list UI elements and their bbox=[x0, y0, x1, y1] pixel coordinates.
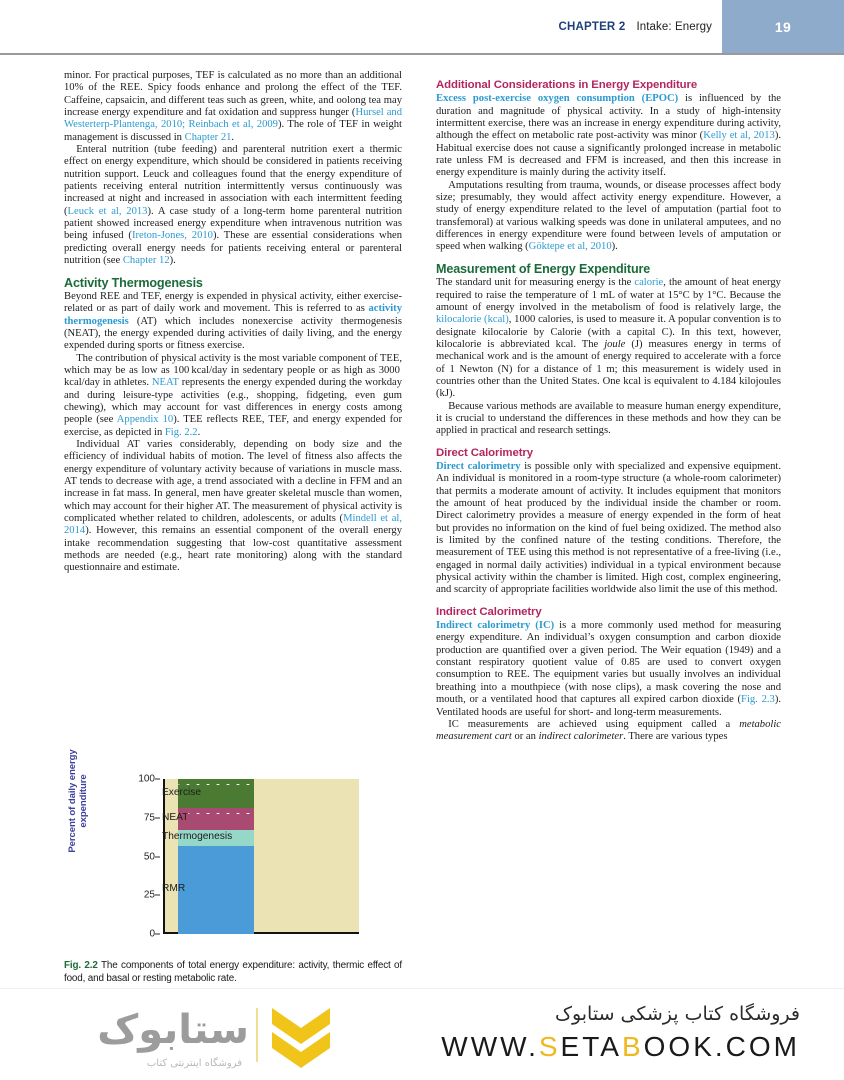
figure-caption bbox=[64, 960, 402, 985]
running-head-chapter: CHAPTER 2 bbox=[558, 21, 626, 33]
page-header bbox=[0, 0, 844, 54]
logo-divider bbox=[256, 1008, 258, 1062]
paragraph: Because various methods are available to measure human energy expenditure, it is crucial to understand the differences in these methods and how they can be applied in practical and research settings. bbox=[436, 400, 781, 437]
chart-legend-label-neat: NEAT bbox=[162, 812, 189, 824]
citation-link[interactable]: Göktepe et al, 2010 bbox=[528, 241, 612, 253]
cross-reference-link[interactable]: Appendix 10 bbox=[116, 414, 174, 426]
citation-link[interactable]: Ireton-Jones, 2010 bbox=[131, 230, 213, 242]
chart-y-tick-mark bbox=[155, 856, 160, 857]
logo-wordmark bbox=[74, 1003, 249, 1069]
logo-subtitle: فروشگاه اینترنتی کتاب bbox=[146, 1058, 243, 1069]
chart-legend-label-exercise: Exercise bbox=[162, 786, 202, 798]
citation-link[interactable]: Mindell et al, 2014 bbox=[64, 513, 402, 537]
paragraph: Individual AT varies considerably, depending on body size and the efficiency of individual habits of motion. The level of fitness also affects the energy expenditure of voluntary activity because of variations in muscle mass. AT tends to decrease with age, a trend associated with a decline in FFM and an increase in fat mass. In general, men have greater skeletal muscle than women, which may account for their higher AT. The measurement of physical activity is complicated whether related to children, adolescents, or adults (Mindell et al, 2014). However, this remains an essential component of the overall energy intake recommendation suggesting that low-cost quantitative assessment methods are needed (e.g., heart rate monitoring) along with the standard questionnaire and estimate. bbox=[64, 438, 402, 574]
figure-reference-link[interactable]: Fig. 2.2 bbox=[164, 426, 198, 438]
glossary-link[interactable]: Indirect calorimetry (IC) bbox=[436, 620, 555, 632]
page-number-box bbox=[722, 0, 844, 54]
page-number: 19 bbox=[774, 19, 792, 35]
glossary-link[interactable]: Excess post-exercise oxygen consumption (EPOC) bbox=[436, 93, 679, 105]
chart-legend-label-rmr: RMR bbox=[162, 882, 186, 894]
emphasis-text: joule bbox=[604, 338, 626, 350]
glossary-link[interactable]: NEAT bbox=[151, 377, 179, 389]
footer-watermark bbox=[0, 988, 844, 1080]
citation-link[interactable]: Hursel and Westerterp-Plantenga, 2010; Reinbach et al, 2009 bbox=[64, 107, 402, 131]
paragraph: The contribution of physical activity is the most variable component of TEE, which may be as low as 100 kcal/day in sedentary people or as high as 3000 kcal/day in athletes. NEAT represents the energy expended during the workday and during leisure-type activities (e.g., shopping, fidgeting, even gum chewing), which may account for vast differences in energy costs among people (see Appendix 10). TEE reflects REE, TEF, and energy expended for exercise, as depicted in Fig. 2.2. bbox=[64, 352, 402, 438]
chart-y-tick-label: 75 bbox=[143, 812, 155, 824]
left-column bbox=[64, 70, 402, 575]
figure-reference-link[interactable]: Fig. 2.3 bbox=[741, 694, 775, 706]
section-heading-indirect-calorimetry: Indirect Calorimetry bbox=[436, 605, 542, 618]
glossary-link[interactable]: kilocalorie (kcal) bbox=[436, 314, 509, 326]
chart-y-tick-label: 100 bbox=[138, 773, 155, 785]
paragraph: Direct calorimetry is possible only with specialized and expensive equipment. An individual is monitored in a room-type structure (a whole-room calorimeter) that permits a moderate amount of activity. It includes equipment that monitors the amount of heat produced by the individual inside the chamber or room. Direct calorimetry provides a measure of energy expended in the form of heat but provides no information on the kind of fuel being oxidized. The method also is limited by the confined nature of the testing conditions. Therefore, the measurement of TEE using this method is not representative of a free-living (i.e., engaged in normal daily activities) individual in a typical environment because physical activity within the chamber is limited. High cost, complex engineering, and scarcity of appropriate facilities worldwide also limit the use of this method. bbox=[436, 460, 781, 596]
chart-y-tick-mark bbox=[155, 895, 160, 896]
emphasis-text: metabolic measurement cart bbox=[436, 718, 781, 743]
stacked-bar bbox=[178, 779, 254, 932]
paragraph: Beyond REE and TEF, energy is expended in physical activity, either exercise-related or as part of daily work and movement. This is referred to as activity thermogenesis (AT) which includes nonexercise activity thermogenesis (NEAT), the energy expended during activities of daily living, and the energy expended during sports or fitness exercise. bbox=[64, 290, 402, 352]
glossary-link[interactable]: Direct calorimetry bbox=[436, 460, 521, 472]
site-tagline: فروشگاه کتاب پزشکی ستابوک bbox=[554, 1003, 800, 1025]
stacked-bar-chart bbox=[64, 749, 402, 954]
chart-y-tick-mark bbox=[155, 934, 160, 935]
emphasis-text: indirect calorimeter bbox=[538, 731, 624, 743]
paragraph: Indirect calorimetry (IC) is a more commonly used method for measuring energy expenditure. An individual’s oxygen consumption and carbon dioxide production are quantified over a given period. The Weir equation (1949) and a constant respiratory quotient value of 0.85 are used to convert oxygen consumption to REE. The equipment varies but usually involves an individual breathing into a mouthpiece (with nose clips), a mask covering the nose and mouth, or a ventilated hood that captures all expired carbon dioxide (Fig. 2.3). Ventilated hoods are useful for short- and long-term measurements. bbox=[436, 620, 782, 718]
paragraph: Excess post-exercise oxygen consumption (EPOC) is influenced by the duration and magnitude of physical activity. In a study of high-intensity intermittent exercise, there was an increase in energy expenditure during activity, although the effect on metabolic rate post-activity was minor (Kelly et al, 2013). Habitual exercise does not cause a significantly prolonged increase in metabolic rate unless FM is decreased and FFM is increased, and then this increase in energy expenditure is mainly during the activity itself. bbox=[436, 93, 782, 179]
cross-reference-link[interactable]: Chapter 12 bbox=[122, 255, 170, 267]
chart-segment-rmr bbox=[178, 846, 254, 934]
running-head bbox=[558, 0, 712, 54]
citation-link[interactable]: Leuck et al, 2013 bbox=[67, 205, 148, 217]
figure-2-2 bbox=[64, 749, 402, 985]
chart-zigzag-separator bbox=[178, 807, 254, 814]
header-divider bbox=[0, 53, 844, 55]
paragraph: Enteral nutrition (tube feeding) and parenteral nutrition exert a thermic effect on energy expenditure, which should be considered in patients receiving nutrition support. Leuck and colleagues found that the energy expenditure of patients receiving enteral nutrition intermittently versus continuously was increased at night and increased in association with each intermittent feeding (Leuck et al, 2013). A case study of a long-term home parenteral nutrition patient showed increased energy expenditure when intravenous nutrition was being infused (Ireton-Jones, 2010). These are essential considerations when predicting overall energy needs for patients receiving enteral or parenteral nutrition (see Chapter 12). bbox=[64, 144, 402, 267]
glossary-link[interactable]: calorie bbox=[634, 277, 664, 289]
chart-zigzag-separator bbox=[178, 778, 254, 785]
section-heading-additional-considerations: Additional Considerations in Energy Expenditure bbox=[436, 79, 698, 91]
paragraph: minor. For practical purposes, TEF is calculated as no more than an additional 10% of the REE. Spicy foods enhance and prolong the effect of the TEF. Caffeine, capsaicin, and different teas such as green, white, and oolong tea may increase energy expenditure and fat oxidation and suppress hunger (Hursel and Westerterp-Plantenga, 2010; Reinbach et al, 2009). The role of TEF in weight management is discussed in Chapter 21. bbox=[64, 70, 402, 143]
figure-number: Fig. 2.2 bbox=[64, 960, 98, 971]
chart-y-axis-ticks bbox=[130, 773, 160, 940]
figure-caption-text: The components of total energy expenditure: activity, thermic effect of food, and basal or resting metabolic rate. bbox=[64, 960, 402, 984]
paragraph: The standard unit for measuring energy is the calorie, the amount of heat energy required to raise the temperature of 1 mL of water at 15°C by 1°C. Because the amount of energy involved in the metabolism of food is relatively large, the kilocalorie (kcal), 1000 calories, is used to measure it. A popular convention is to designate kilocalorie by Calorie (with a capital C). In this text, however, kilocalorie is abbreviated kcal. The joule (J) measures energy in terms of mechanical work and is the amount of energy required to accelerate with a force of 1 Newton (N) for a distance of 1 m; this measurement is widely used in countries other than the United States. One kcal is equivalent to 4.184 kilojoules (kJ). bbox=[436, 277, 782, 400]
cross-reference-link[interactable]: Chapter 21 bbox=[184, 131, 232, 143]
chart-y-tick-label: 25 bbox=[143, 889, 155, 901]
chart-y-tick-mark bbox=[155, 817, 160, 818]
chart-plot-area bbox=[163, 779, 359, 934]
section-heading-measurement-of-energy-expenditure: Measurement of Energy Expenditure bbox=[436, 261, 651, 276]
chart-legend-label-thermogenesis: Thermogenesis bbox=[162, 830, 233, 842]
citation-link[interactable]: Kelly et al, 2013 bbox=[703, 130, 775, 142]
glossary-link[interactable]: activity thermogenesis bbox=[64, 303, 402, 327]
logo-text: ستابوک bbox=[97, 1007, 249, 1053]
chevron-down-icon bbox=[268, 1002, 334, 1068]
right-column bbox=[436, 70, 781, 744]
paragraph: Amputations resulting from trauma, wounds, or disease processes affect body size; presumably, they would affect activity energy expenditure. However, a study of energy expenditure related to the level of amputation (partial foot to transfemoral) at various walking speeds was done in unilateral amputees, and no differences in energy expenditure were found between levels of amputation or speed when walking (Göktepe et al, 2010). bbox=[436, 179, 781, 253]
paragraph: IC measurements are achieved using equipment called a metabolic measurement cart or an indirect calorimeter. There are various types bbox=[436, 718, 781, 743]
site-url: WWW.SETABOOK.COM bbox=[441, 1031, 800, 1062]
chart-y-tick-mark bbox=[155, 779, 160, 780]
section-heading-activity-thermogenesis: Activity Thermogenesis bbox=[64, 275, 203, 290]
setabook-logo bbox=[74, 999, 334, 1071]
chart-y-tick-label: 0 bbox=[149, 928, 155, 940]
section-heading-direct-calorimetry: Direct Calorimetry bbox=[436, 446, 533, 459]
chart-y-axis-label: Percent of daily energy expenditure bbox=[67, 749, 89, 853]
site-branding bbox=[441, 1003, 800, 1063]
chart-y-tick-label: 50 bbox=[143, 851, 155, 862]
running-head-title: Intake: Energy bbox=[636, 21, 712, 33]
